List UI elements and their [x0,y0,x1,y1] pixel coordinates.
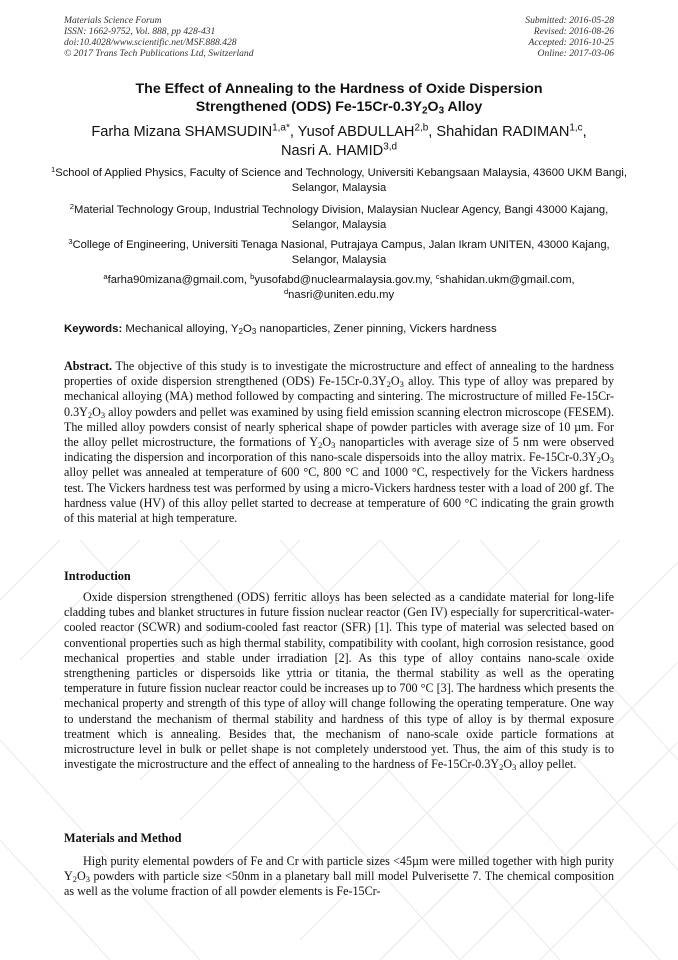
journal-name: Materials Science Forum [64,15,162,26]
materials-paragraph [64,854,614,900]
title-line-1: The Effect of Annealing to the Hardness of Oxide Dispersion [135,81,543,97]
subscript: 3 [399,379,404,390]
subscript: 2 [499,762,504,773]
introduction-heading: Introduction [64,569,131,583]
affiliation-text: Material Technology Group, Industrial Technology Division, Malaysian Nuclear Agency, Bangi 43000 Kajang, Selangor, Malaysia [74,204,609,231]
copyright-line: © 2017 Trans Tech Publications Ltd, Switzerland [64,48,254,59]
author-name: Farha Mizana SHAMSUDIN [91,124,273,140]
paper-title [40,80,638,116]
affiliation-mark: 3 [68,236,73,246]
affiliation-2 [50,203,628,233]
affiliation-1 [50,166,628,196]
doi-line[interactable]: doi:10.4028/www.scientific.net/MSF.888.428 [64,37,237,48]
subscript: 3 [251,326,257,336]
subscript: 2 [596,455,602,466]
title-text: O [427,99,439,115]
author-list [40,123,638,161]
body-text: High purity elemental powders of Fe and Cr with particle sizes <45µm were milled together with high purity Y [64,854,614,884]
email-mark: a [103,271,108,281]
author-name: Nasri A. HAMID [281,143,384,159]
publication-info [64,15,254,59]
email-link[interactable]: farha90mizana@gmail.com, [107,274,251,286]
affiliation-mark: 1 [51,164,56,174]
author-line-2 [40,142,638,161]
introduction-paragraph [64,590,614,772]
body-text: O [76,869,86,884]
keywords-text: Mechanical alloying, Y [122,323,239,335]
accepted-date: Accepted: 2016-10-25 [528,37,614,48]
revised-date: Revised: 2016-08-26 [533,26,614,37]
keywords-label: Keywords: [64,323,123,335]
abstract-text: alloy. This type of alloy was prepared by mechanical alloying (MA) method followed by compacting and sintering. The microstructure of milled Fe-15Cr-0.3Y [64,374,615,419]
email-mark: d [283,286,289,296]
body-text: O [503,757,513,772]
publication-dates [525,15,614,59]
subscript: 3 [85,874,90,885]
online-date: Online: 2017-03-06 [537,48,614,59]
author-name: , Yusof ABDULLAH [289,124,415,140]
subscript: 3 [512,762,517,773]
affiliation-text: School of Applied Physics, Faculty of Science and Technology, Universiti Kebangsaan Malaysia, 43600 UKM Bangi, Selangor, Malaysia [55,167,627,194]
body-text: alloy pellet. [516,757,577,772]
author-emails [50,273,628,303]
abstract-text: O [322,435,332,450]
subscript: 2 [238,326,243,336]
title-text: Alloy [444,99,483,115]
abstract-text: nanoparticles with average size of 5 nm were observed indicating the dispersion and incorporation of this nano-scale dispersoids into the alloy matrix. Fe-15Cr-0.3Y [64,435,614,465]
author-affiliation-mark: 1,c [569,122,583,134]
affiliation-mark: 2 [69,201,75,211]
subscript: 3 [609,455,614,466]
email-mark: c [435,271,440,281]
abstract-text: alloy powders and pellet was examined by using field emission scanning electron microscope (FESEM). The milled alloy powders consist of nearly spherical shape of powder particles with average size of 10 µm. For the alloy pellet microstructure, the formations of Y [64,404,614,450]
email-link[interactable]: shahidan.ukm@gmail.com, [439,274,575,286]
subscript: 2 [87,409,93,420]
body-text: Oxide dispersion strengthened (ODS) ferritic alloys has been selected as a candidate material for long-life cladding tubes and blanket structures in future fission nuclear reactor (Gen IV) especially for supercritical-water-cooled reactor (SCWR) and sodium-cooled fast reactor (SFR) [1]. This type of material was selected based on conventional properties such as high thermal stability, compatibility with coolant, high corrosion resistance, good mechanical properties and stable under irradiation [2]. As this type of alloy contains nano-scale oxide strengthening particles or dispersoids like yttria or titania, the thermal stability as well as the operating temperature in future fission nuclear reactor could be increases up to 700 °C [3]. The hardness which presents the mechanical property and strength of this type of alloy will change following the operating temperature. One way to understand the mechanism of thermal stability and hardness of this type of alloy is by thermal exposure treatment which is annealing. Besides that, the mechanism of nano-scale oxide particle formations at microstructure level in bulk or pellet shape is not completely understood yet. Thus, the aim of this study is to investigate the microstructure and the effect of annealing to the hardness of Fe-15Cr-0.3Y [64,590,614,772]
subscript: 3 [100,409,106,420]
title-line-2 [40,98,638,116]
email-link[interactable]: nasri@uniten.edu.my [288,289,395,301]
keywords-text: O [242,323,252,335]
subscript: 2 [422,105,428,117]
subscript: 2 [386,379,391,390]
affiliation-3 [50,238,628,268]
author-affiliation-mark: 1,a* [272,122,290,134]
abstract-text: O [601,450,610,465]
subscript: 3 [331,440,336,451]
author-affiliation-mark: 3,d [383,141,397,153]
submitted-date: Submitted: 2016-05-28 [525,15,614,26]
abstract-text: O [390,374,400,389]
keywords [64,322,614,336]
abstract-text: O [92,404,101,419]
abstract-label: Abstract. [64,359,113,373]
materials-heading: Materials and Method [64,831,182,845]
affiliation-text: College of Engineering, Universiti Tenaga Nasional, Putrajaya Campus, Jalan Ikram UNITEN, 43000 Kajang, Selangor, Malaysia [72,239,610,266]
keywords-text: nanoparticles, Zener pinning, Vickers hardness [256,323,497,335]
subscript: 2 [318,440,323,451]
subscript: 3 [438,105,445,117]
title-text: Strengthened (ODS) Fe-15Cr-0.3Y [195,99,423,115]
abstract [64,359,614,526]
author-name: , Shahidan RADIMAN [428,124,570,140]
author-affiliation-mark: 2,b [414,122,429,134]
author-line-1 [40,123,638,142]
subscript: 2 [72,874,77,885]
separator: , [582,124,587,140]
body-text: powders with particle size <50nm in a planetary ball mill model Pulverisette 7. The chemical composition as well as the volume fraction of all powder elements is Fe-15Cr- [64,869,614,899]
abstract-text: The objective of this study is to investigate the microstructure and effect of annealing to the hardness properties of oxide dispersion strengthened (ODS) Fe-15Cr-0.3Y [64,359,614,389]
email-link[interactable]: yusofabd@nuclearmalaysia.gov.my, [254,274,436,286]
email-mark: b [250,271,255,281]
issn-line: ISSN: 1662-9752, Vol. 888, pp 428-431 [64,26,216,37]
abstract-text: alloy pellet was annealed at temperature of 600 °C, 800 °C and 1000 °C, respectively for the Vickers hardness test. The Vickers hardness test was performed by using a micro-Vickers hardness tester with a load of 200 gf. The hardness value (HV) of this alloy pellet started to decrease at temperature of 600 °C indicating the grain growth of this material at high temperature. [64,465,614,526]
